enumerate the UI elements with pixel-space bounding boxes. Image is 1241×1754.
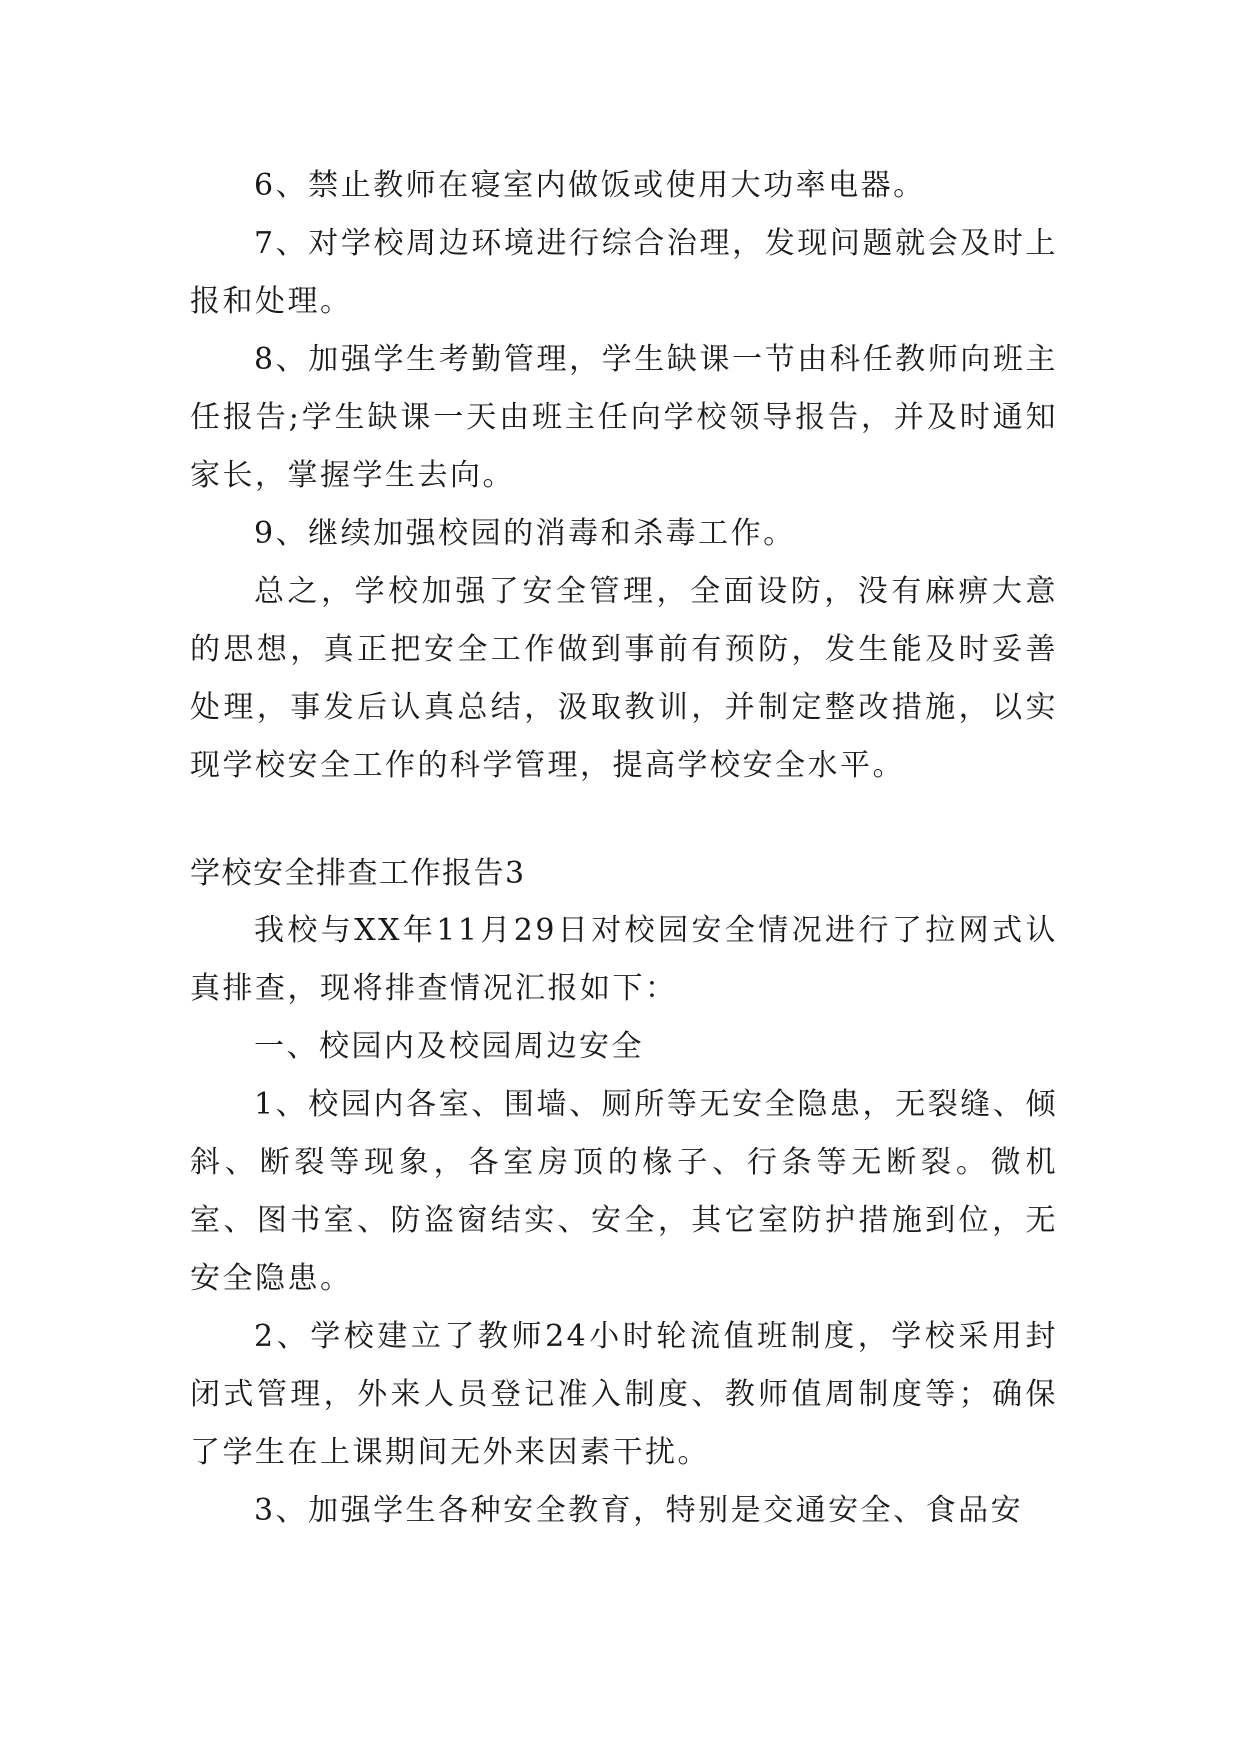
section-heading: 学校安全排查工作报告3	[190, 856, 526, 891]
paragraph-item-2: 2、学校建立了教师24小时轮流值班制度，学校采用封闭式管理，外来人员登记准入制度、教师值周制度等；确保了学生在上课期间无外来因素干扰。	[190, 1319, 1058, 1470]
paragraph-summary: 总之，学校加强了安全管理，全面设防，没有麻痹大意的思想，真正把安全工作做到事前有预防，发生能及时妥善处理，事发后认真总结，汲取教训，并制定整改措施，以实现学校安全工作的科学管理，提高学校安全水平。	[190, 574, 1058, 783]
paragraph-item-1: 1、校园内各室、围墙、厕所等无安全隐患，无裂缝、倾斜、断裂等现象，各室房顶的椽子、行条等无断裂。微机室、图书室、防盗窗结实、安全，其它室防护措施到位，无安全隐患。	[190, 1087, 1058, 1296]
section-heading-block	[190, 845, 1058, 903]
section-b-body	[190, 902, 1058, 1540]
paragraph-item-9: 9、继续加强校园的消毒和杀毒工作。	[254, 516, 796, 551]
section-a-body	[190, 157, 1058, 795]
paragraph-item-7: 7、对学校周边环境进行综合治理，发现问题就会及时上报和处理。	[190, 226, 1058, 319]
subheading-campus-safety: 一、校园内及校园周边安全	[254, 1029, 644, 1064]
paragraph-item-3: 3、加强学生各种安全教育，特别是交通安全、食品安	[254, 1493, 1024, 1528]
paragraph-item-6: 6、禁止教师在寝室内做饭或使用大功率电器。	[254, 168, 926, 203]
paragraph-item-8: 8、加强学生考勤管理，学生缺课一节由科任教师向班主任报告;学生缺课一天由班主任向学校领导报告，并及时通知家长，掌握学生去向。	[190, 342, 1058, 493]
paragraph-intro: 我校与XX年11月29日对校园安全情况进行了拉网式认真排查，现将排查情况汇报如下：	[190, 913, 1058, 1006]
